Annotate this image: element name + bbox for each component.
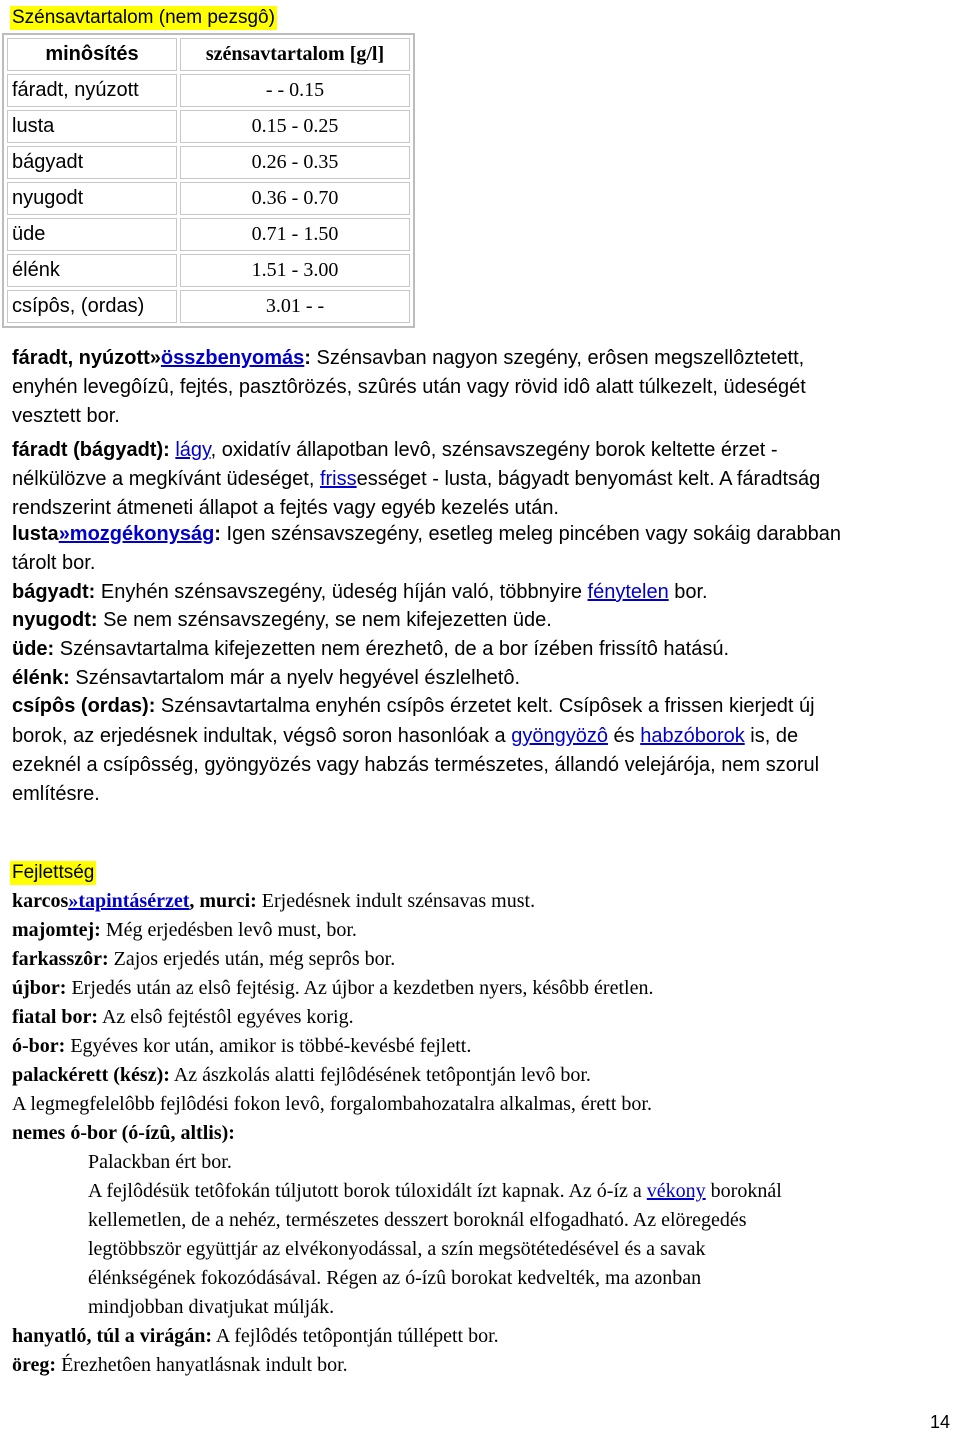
table-row — [7, 146, 410, 179]
entry-text-line: tárolt bor. — [12, 552, 96, 574]
entry-text-line: legtöbbször együttjár az elvékonyodással, a szín megsötétedésével és a savak — [88, 1238, 706, 1260]
colon: : — [304, 347, 311, 369]
entry-text-line: kellemetlen, de a nehéz, természetes desszert boroknál elfogadható. Az elöregedés — [88, 1209, 747, 1231]
entry-text: Erjedésnek indult szénsavas must. — [256, 890, 536, 912]
entry-oreg — [12, 1351, 348, 1380]
link-friss[interactable]: friss — [319, 468, 357, 490]
table-row — [7, 74, 410, 107]
entry-palackerett — [12, 1061, 591, 1090]
entry-term: újbor: — [12, 977, 67, 999]
link-gyongyozo[interactable]: gyöngyözô — [511, 725, 608, 747]
entry-lusta — [12, 520, 841, 549]
arrow-glyph: » — [149, 347, 161, 369]
entry-term: öreg: — [12, 1354, 57, 1376]
entry-fiatal-bor — [12, 1003, 354, 1032]
entry-term: palackérett (kész): — [12, 1064, 170, 1086]
entry-text: , oxidatív állapotban levô, szénsavszegény borok keltette érzet - — [210, 439, 778, 461]
entry-text: nélkülözve a megkívánt üdeséget, — [12, 468, 320, 490]
entry-text-line: ezeknél a csípôsség, gyöngyözés vagy habzás természetes, állandó velejárója, nem szorul — [12, 754, 820, 776]
entry-faradt-nyuzott — [12, 344, 804, 373]
entry-text: ességet - lusta, bágyadt benyomást kelt. A fáradtság — [356, 468, 821, 490]
entry-text-line: rendszerint átmeneti állapot a fejtés vagy egyéb kezelés után. — [12, 497, 559, 519]
table-row — [7, 254, 410, 287]
carbonation-table — [2, 33, 415, 328]
entry-text: bor. — [668, 581, 708, 603]
entry-bagyadt — [12, 578, 708, 607]
table-cell: élénk — [7, 254, 177, 287]
entry-elenk — [12, 664, 520, 693]
entry-text: Az ászkolás alatti fejlôdésének tetôpontján levô bor. — [169, 1064, 591, 1086]
entry-text: Erjedés után az elsô fejtésig. Az újbor a kezdetben nyers, késôbb éretlen. — [66, 977, 654, 999]
table-row — [7, 218, 410, 251]
table-row — [7, 290, 410, 323]
table-cell: lusta — [7, 110, 177, 143]
table-row — [7, 110, 410, 143]
link-mozgekonysag[interactable]: »mozgékonyság — [58, 523, 215, 545]
entry-text: Zajos erjedés után, még seprôs bor. — [108, 948, 396, 970]
link-osszbenyomas[interactable]: összbenyomás — [160, 347, 305, 369]
entry-text-line: mindjobban divatjukat múlják. — [88, 1296, 335, 1318]
entry-text-line: A legmegfelelôbb fejlôdési fokon levô, forgalombahozatalra alkalmas, érett bor. — [12, 1093, 652, 1115]
entry-hanyatlo — [12, 1322, 499, 1351]
entry-text: Szénsavtartalma kifejezetten nem érezhetô, de a bor ízében frissítô hatású. — [54, 638, 730, 660]
section-heading-carbonation: Szénsavtartalom (nem pezsgô) — [12, 7, 275, 28]
entry-text: boroknál — [705, 1180, 782, 1202]
table-cell: 0.36 - 0.70 — [180, 182, 410, 215]
link-fenytelen[interactable]: fénytelen — [587, 581, 669, 603]
entry-text: Egyéves kor után, amikor is többé-kevésbé fejlett. — [65, 1035, 472, 1057]
entry-majomtej — [12, 916, 357, 945]
entry-farkasszor — [12, 945, 395, 974]
entry-text: A fejlôdésük tetôfokán túljutott borok túloxidált ízt kapnak. Az ó-íz a — [88, 1180, 647, 1202]
entry-text: borok, az erjedésnek indultak, végsô soron hasonlóak a — [12, 725, 512, 747]
entry-term: élénk: — [12, 667, 70, 689]
table-cell: csípôs, (ordas) — [7, 290, 177, 323]
entry-nyugodt — [12, 606, 552, 635]
entry-term: csípôs (ordas): — [12, 695, 156, 717]
entry-text: Szénsavtartalom már a nyelv hegyével észlelhetô. — [69, 667, 521, 689]
entry-text: és — [607, 725, 641, 747]
header-rating: minôsítés — [7, 38, 177, 71]
entry-text-line: élénkségének fokozódásával. Régen az ó-ízû borokat kedvelték, ma azonban — [88, 1267, 702, 1289]
entry-term: majomtej: — [12, 919, 101, 941]
entry-term: lusta — [12, 523, 59, 545]
table-row — [7, 182, 410, 215]
entry-term: ó-bor: — [12, 1035, 66, 1057]
entry-text-line: vesztett bor. — [12, 405, 120, 427]
link-tapintasérzet[interactable]: »tapintásérzet — [68, 890, 190, 912]
header-co2-content: szénsavtartalom [g/l] — [180, 38, 410, 71]
entry-text: Érezhetôen hanyatlásnak indult bor. — [56, 1354, 348, 1376]
table-cell: 0.15 - 0.25 — [180, 110, 410, 143]
colon: : — [214, 523, 221, 545]
entry-text-line: Palackban ért bor. — [88, 1151, 232, 1173]
entry-text-line: enyhén levegôízû, fejtés, pasztôrözés, szûrés után vagy rövid idô alatt túlkezelt, üdeségét — [12, 376, 806, 398]
table-cell: üde — [7, 218, 177, 251]
link-lagy[interactable]: lágy — [175, 439, 211, 461]
entry-text: Se nem szénsavszegény, se nem kifejezetten üde. — [97, 609, 552, 631]
entry-term: nyugodt: — [12, 609, 98, 631]
entry-term: nemes ó-bor (ó-ízû, altlis): — [12, 1122, 235, 1144]
entry-term: üde: — [12, 638, 55, 660]
table-cell: 1.51 - 3.00 — [180, 254, 410, 287]
entry-text: Enyhén szénsavszegény, üdeség híján való, többnyire — [95, 581, 588, 603]
table-cell: 0.26 - 0.35 — [180, 146, 410, 179]
table-cell: nyugodt — [7, 182, 177, 215]
entry-term: bágyadt: — [12, 581, 96, 603]
entry-csipos — [12, 692, 815, 721]
section-heading-maturity: Fejlettség — [12, 862, 95, 883]
entry-term: , murci: — [189, 890, 257, 912]
entry-term: karcos — [12, 890, 69, 912]
entry-text: Igen szénsavszegény, esetleg meleg pincében vagy sokáig darabban — [220, 523, 842, 545]
entry-text-line — [12, 722, 798, 751]
entry-term: fáradt, nyúzott — [12, 347, 150, 369]
entry-text: is, de — [744, 725, 799, 747]
entry-karcos — [12, 887, 535, 916]
table-cell: fáradt, nyúzott — [7, 74, 177, 107]
link-vekony[interactable]: vékony — [646, 1180, 706, 1202]
entry-text-line — [12, 465, 820, 494]
page-number: 14 — [929, 1412, 950, 1432]
entry-text-line — [88, 1177, 782, 1206]
entry-faradt-bagyadt — [12, 436, 778, 465]
entry-ujbor — [12, 974, 653, 1003]
table-header-row — [7, 38, 410, 71]
table-cell: bágyadt — [7, 146, 177, 179]
table-cell: 0.71 - 1.50 — [180, 218, 410, 251]
entry-text: Az elsô fejtéstôl egyéves korig. — [98, 1006, 354, 1028]
entry-text: A fejlôdés tetôpontján túllépett bor. — [212, 1325, 499, 1347]
entry-term: fáradt (bágyadt): — [12, 439, 170, 461]
table-cell: - - 0.15 — [180, 74, 410, 107]
entry-term: fiatal bor: — [12, 1006, 99, 1028]
entry-term: hanyatló, túl a virágán: — [12, 1325, 213, 1347]
table-cell: 3.01 - - — [180, 290, 410, 323]
entry-text: Szénsavtartalma enyhén csípôs érzetet kelt. Csípôsek a frissen kierjedt új — [155, 695, 815, 717]
entry-text: Szénsavban nagyon szegény, erôsen megszellôztetett, — [310, 347, 805, 369]
entry-term: farkasszôr: — [12, 948, 109, 970]
entry-o-bor — [12, 1032, 471, 1061]
entry-text-line: említésre. — [12, 783, 100, 805]
entry-nemes-o-bor — [12, 1119, 235, 1148]
entry-ude — [12, 635, 729, 664]
entry-text: Még erjedésben levô must, bor. — [100, 919, 357, 941]
link-habzoborok[interactable]: habzóborok — [640, 725, 745, 747]
